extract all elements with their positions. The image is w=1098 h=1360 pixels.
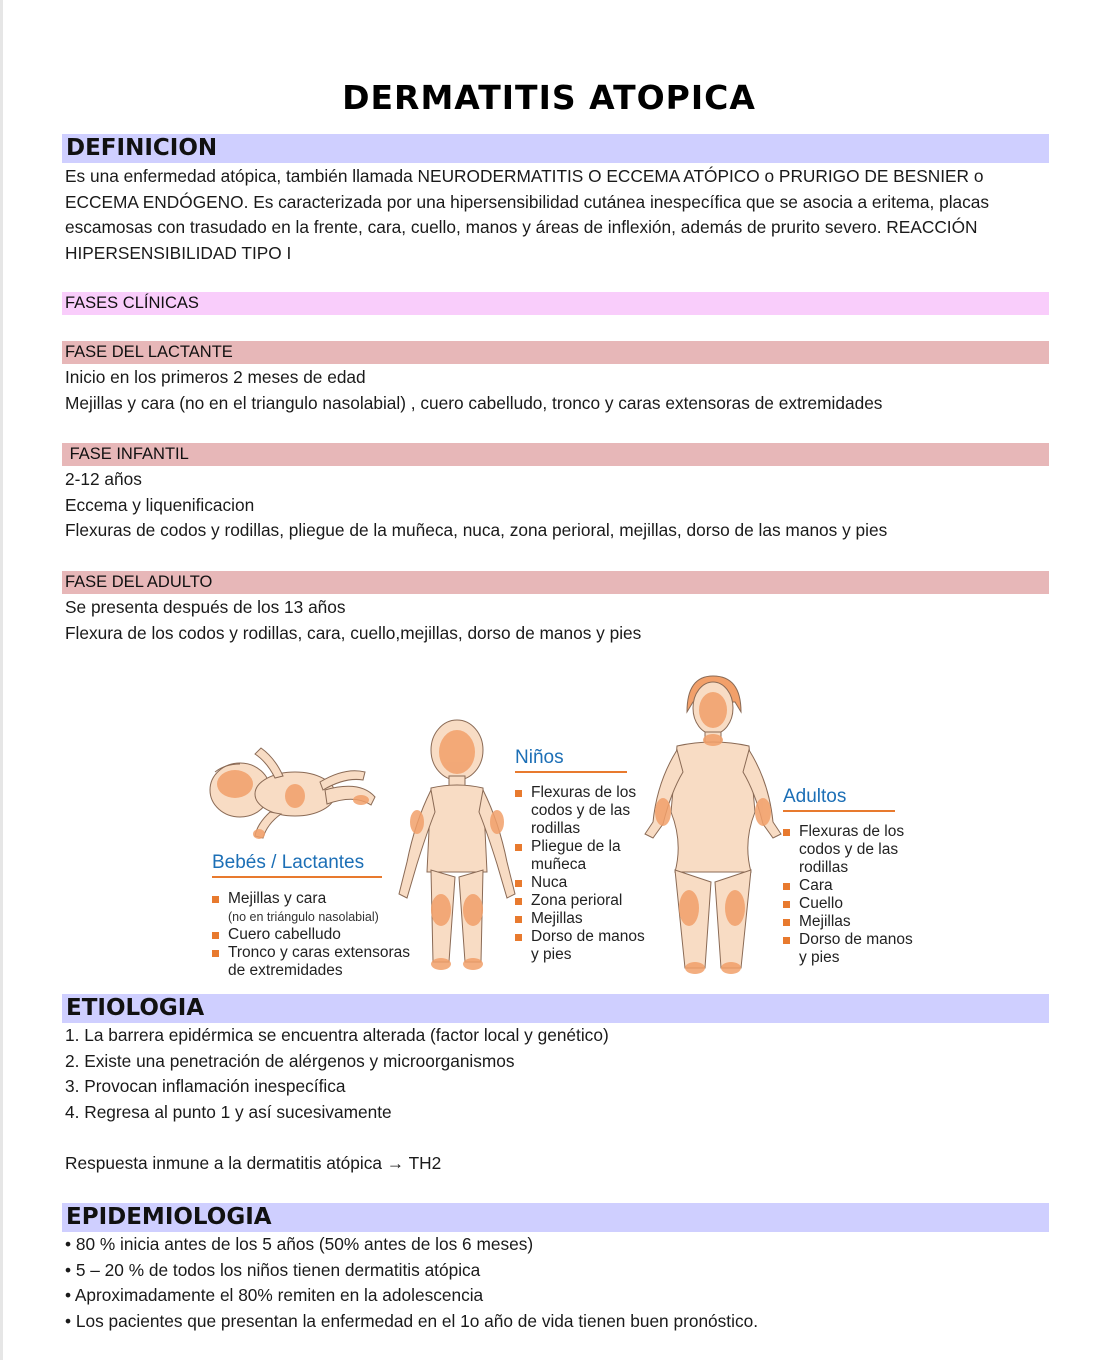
adultos-item: Cuello bbox=[783, 895, 913, 913]
epidemiologia-bullet: • Aproximadamente el 80% remiten en la adolescencia bbox=[65, 1285, 484, 1305]
fases-clinicas-heading: FASES CLÍNICAS bbox=[65, 294, 199, 312]
ninos-list bbox=[515, 784, 655, 964]
bebes-rule bbox=[212, 876, 382, 878]
fase-infantil-line: Eccema y liquenificacion bbox=[65, 494, 255, 515]
fase-lactante-line: Mejillas y cara (no en el triangulo nasolabial) , cuero cabelludo, tronco y caras extensoras de extremidades bbox=[65, 392, 883, 413]
bebes-list bbox=[212, 890, 427, 980]
fase-infantil-header bbox=[62, 443, 1049, 466]
adultos-item: Cara bbox=[783, 877, 913, 895]
fase-adulto-header bbox=[62, 571, 1049, 594]
ninos-rule bbox=[515, 771, 627, 773]
definicion-heading: DEFINICION bbox=[66, 135, 218, 161]
ninos-item: Mejillas bbox=[515, 910, 655, 928]
fase-infantil-body bbox=[65, 467, 1045, 544]
respuesta-inmune-line: Respuesta inmune a la dermatitis atópica → TH2 bbox=[65, 1153, 442, 1173]
fase-adulto-heading: FASE DEL ADULTO bbox=[65, 573, 213, 591]
ninos-item: Zona perioral bbox=[515, 892, 655, 910]
fase-adulto-body bbox=[65, 595, 1045, 646]
definicion-paragraph: Es una enfermedad atópica, también llamada NEURODERMATITIS O ECCEMA ATÓPICO o PRURIGO DE BESNIER o ECCEMA ENDÓGENO. Es caracterizada por una hipersensibilidad cutánea inespecífica que se asocia a eritema, placas escamosas con trasudado en la frente, cara, cuello, manos y áreas de inflexión, además de prurito severo. REACCIÓN HIPERSENSIBILIDAD TIPO I bbox=[65, 166, 990, 263]
epidemiologia-body bbox=[65, 1232, 1045, 1334]
epidemiologia-bullet: • Los pacientes que presentan la enfermedad en el 1o año de vida tienen buen pronóstico. bbox=[65, 1310, 758, 1331]
etiologia-respuesta bbox=[65, 1151, 1045, 1177]
fase-lactante-line: Inicio en los primeros 2 meses de edad bbox=[65, 367, 366, 387]
fase-adulto-line: Se presenta después de los 13 años bbox=[65, 597, 346, 617]
fase-infantil-line: Flexuras de codos y rodillas, pliegue de la muñeca, nuca, zona perioral, mejillas, dorso de las manos y pies bbox=[65, 520, 888, 540]
etiologia-line: 1. La barrera epidérmica se encuentra alterada (factor local y genético) bbox=[65, 1025, 609, 1045]
etiologia-heading: ETIOLOGIA bbox=[66, 995, 205, 1021]
fase-lactante-header bbox=[62, 341, 1049, 364]
adultos-rule bbox=[783, 810, 895, 812]
bebes-item: Cuero cabelludo bbox=[212, 926, 427, 944]
etiologia-body bbox=[65, 1023, 1045, 1125]
page-title: DERMATITIS ATOPICA bbox=[342, 78, 756, 117]
ninos-item: Dorso de manos y pies bbox=[515, 928, 655, 964]
etiologia-line: 2. Existe una penetración de alérgenos y microorganismos bbox=[65, 1050, 515, 1071]
fase-infantil-line: 2-12 años bbox=[65, 469, 142, 489]
etiologia-header bbox=[62, 994, 1049, 1023]
fase-lactante-body bbox=[65, 365, 1045, 416]
bebes-item: Mejillas y cara bbox=[212, 890, 427, 908]
adultos-list bbox=[783, 823, 913, 967]
ninos-item: Flexuras de los codos y de las rodillas bbox=[515, 784, 655, 838]
bebes-item: Tronco y caras extensoras de extremidades bbox=[212, 944, 427, 980]
ninos-item: Pliegue de la muñeca bbox=[515, 838, 655, 874]
adultos-label: Adultos bbox=[783, 786, 847, 807]
bebes-label: Bebés / Lactantes bbox=[212, 852, 365, 873]
distribution-figure bbox=[195, 672, 915, 994]
ninos-item: Nuca bbox=[515, 874, 655, 892]
epidemiologia-bullet: • 5 – 20 % de todos los niños tienen dermatitis atópica bbox=[65, 1259, 481, 1280]
ninos-label: Niños bbox=[515, 747, 564, 768]
epidemiologia-bullet: • 80 % inicia antes de los 5 años (50% antes de los 6 meses) bbox=[65, 1234, 534, 1254]
bebes-sub-note: (no en triángulo nasolabial) bbox=[228, 910, 379, 924]
epidemiologia-heading: EPIDEMIOLOGIA bbox=[66, 1204, 272, 1230]
definicion-body bbox=[65, 164, 1010, 266]
fase-infantil-heading: FASE INFANTIL bbox=[65, 445, 189, 463]
fase-lactante-heading: FASE DEL LACTANTE bbox=[65, 343, 233, 361]
fases-clinicas-header bbox=[62, 292, 1049, 315]
page-edge bbox=[0, 0, 3, 1360]
definicion-header bbox=[62, 134, 1049, 163]
adultos-item: Dorso de manos y pies bbox=[783, 931, 913, 967]
epidemiologia-header bbox=[62, 1203, 1049, 1232]
etiologia-line: 4. Regresa al punto 1 y así sucesivamente bbox=[65, 1101, 392, 1122]
fase-adulto-line: Flexura de los codos y rodillas, cara, cuello,mejillas, dorso de manos y pies bbox=[65, 622, 642, 643]
etiologia-line: 3. Provocan inflamación inespecífica bbox=[65, 1076, 346, 1096]
adultos-item: Mejillas bbox=[783, 913, 913, 931]
adultos-item: Flexuras de los codos y de las rodillas bbox=[783, 823, 913, 877]
